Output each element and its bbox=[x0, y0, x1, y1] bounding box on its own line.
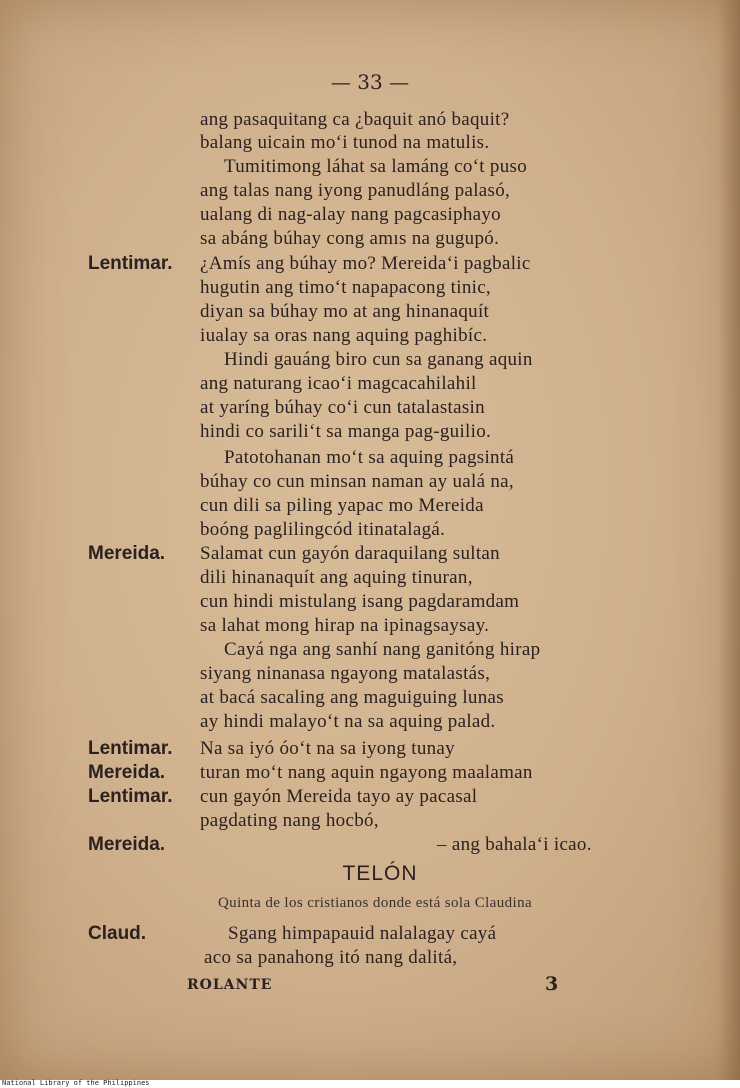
verse-line: aco sa panahong itó nang dalitá, bbox=[204, 947, 458, 968]
verse-line: ualang di nag-alay nang pagcasiphayo bbox=[200, 204, 501, 225]
verse-line: Tumitimong láhat sa lamáng co‘t puso bbox=[224, 156, 527, 177]
verse-line: hugutin ang timo‘t napapacong tinic, bbox=[200, 277, 491, 298]
verse-line: Salamat cun gayón daraquilang sultan bbox=[200, 543, 500, 564]
speaker-label: Lentimar. bbox=[88, 253, 173, 274]
verse-line: Sgang himpapauid nalalagay cayá bbox=[228, 923, 497, 944]
page-edge-shadow bbox=[718, 0, 740, 1080]
verse-line: at yaríng búhay co‘i cun tatalastasin bbox=[200, 397, 485, 418]
library-credit: National Library of the Philippines bbox=[2, 1079, 150, 1087]
verse-line: turan mo‘t nang aquin ngayong maalaman bbox=[200, 762, 533, 783]
speaker-label: Mereida. bbox=[88, 762, 166, 783]
verse-line: sa lahat mong hirap na ipinagsaysay. bbox=[200, 615, 490, 636]
verse-line: ang talas nang iyong panudláng palasó, bbox=[200, 180, 511, 201]
verse-line: dili hinanaquít ang aquing tinuran, bbox=[200, 567, 473, 588]
verse-line: Patotohanan mo‘t sa aquing pagsintá bbox=[224, 447, 515, 468]
verse-line: – ang bahala‘i icao. bbox=[437, 834, 592, 855]
speaker-label: Claud. bbox=[88, 923, 147, 944]
verse-line: diyan sa búhay mo at ang hinanaquít bbox=[200, 301, 490, 322]
speaker-label: Mereida. bbox=[88, 834, 166, 855]
verse-line: iualay sa oras nang aquing paghibíc. bbox=[200, 325, 488, 346]
page-number: — 33 — bbox=[330, 70, 410, 94]
verse-line: ang pasaquitang ca ¿baquit anó baquit? bbox=[200, 109, 510, 130]
verse-line: at bacá sacaling ang maguiguing lunas bbox=[200, 687, 504, 708]
verse-line: siyang ninanasa ngayong matalastás, bbox=[200, 663, 491, 684]
speaker-label: Lentimar. bbox=[88, 786, 173, 807]
speaker-label: Lentimar. bbox=[88, 738, 173, 759]
verse-line: pagdating nang hocbó, bbox=[200, 810, 379, 831]
verse-line: hindi co sarili‘t sa manga pag-guilio. bbox=[200, 421, 492, 442]
speaker-label: Mereida. bbox=[88, 543, 166, 564]
verse-line: boóng paglilingcód itinatalagá. bbox=[200, 519, 446, 540]
verse-line: Na sa iyó óo‘t na sa iyong tunay bbox=[200, 738, 455, 759]
footer-sheet-number: 3 bbox=[545, 973, 559, 995]
verse-line: cun hindi mistulang isang pagdaramdam bbox=[200, 591, 520, 612]
verse-line: ang naturang icao‘i magcacahilahil bbox=[200, 373, 477, 394]
footer-signature: ROLANTE bbox=[187, 977, 273, 993]
verse-line: Hindi gauáng biro cun sa ganang aquin bbox=[224, 349, 533, 370]
verse-line: sa abáng búhay cong amıs na gugupó. bbox=[200, 228, 500, 249]
verse-line: balang uicain mo‘i tunod na matulis. bbox=[200, 132, 490, 153]
verse-line: Cayá nga ang sanhí nang ganitóng hirap bbox=[224, 639, 541, 660]
stage-direction: Quinta de los cristianos donde está sola Claudina bbox=[217, 895, 533, 911]
verse-line: cun gayón Mereida tayo ay pacasal bbox=[200, 786, 478, 807]
verse-line: ¿Amís ang búhay mo? Mereida‘i pagbalic bbox=[200, 253, 531, 274]
scene-heading: TELÓN bbox=[342, 862, 418, 885]
verse-line: cun dili sa piling yapac mo Mereida bbox=[200, 495, 484, 516]
verse-line: búhay co cun minsan naman ay ualá na, bbox=[200, 471, 514, 492]
verse-line: ay hindi malayo‘t na sa aquing palad. bbox=[200, 711, 496, 732]
